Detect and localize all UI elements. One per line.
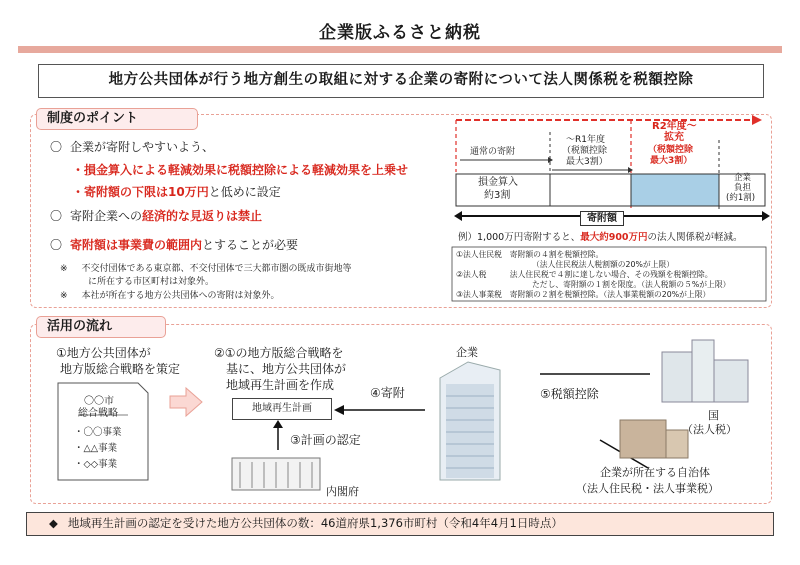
detail-3: ③法人事業税 寄附額の２割を税額控除。（法人事業税額の20%が上限） xyxy=(456,290,711,299)
footer-bar xyxy=(26,512,774,536)
point-1b-rest: と低めに設定 xyxy=(208,185,281,199)
r1-label: ～R1年度 xyxy=(566,135,605,145)
flow-tab: 活用の流れ xyxy=(36,316,166,338)
step-2a: ②①の地方版総合戦略を xyxy=(214,346,344,360)
step-3: ③計画の認定 xyxy=(290,433,361,447)
cabinet-office-label: 内閣府 xyxy=(326,485,359,498)
r1-sub2: 最大3割） xyxy=(566,157,608,167)
r1-sub1: （税額控除 xyxy=(562,146,608,156)
step-1a: ①地方公共団体が xyxy=(56,346,151,360)
point-3-red: 寄附額は事業費の範囲内 xyxy=(70,238,203,252)
step-1b: 地方版総合戦略を策定 xyxy=(60,362,181,376)
note-2-text: 本社が所在する地方公共団体への寄附は対象外。 xyxy=(81,291,280,301)
local-gov-label-1: 企業が所在する自治体 xyxy=(600,466,710,479)
burden-label-3: (約1割) xyxy=(726,193,756,203)
strategy-doc-title: 総合戦略 xyxy=(78,408,118,419)
loss-label-1: 損金算入 xyxy=(478,177,518,188)
normal-donation-label: 通常の寄附 xyxy=(470,147,516,157)
burden-label-1: 企業 xyxy=(734,173,752,183)
point-bullet: 〇 xyxy=(50,209,63,223)
detail-1b: （法人住民税法人税割額の20%が上限） xyxy=(532,260,675,269)
step-4: ④寄附 xyxy=(370,386,405,400)
point-bullet: 〇 xyxy=(50,140,63,154)
point-2-pre: 寄附企業への xyxy=(70,209,143,223)
r2-sub1: （税額控除 xyxy=(648,145,694,155)
footer-bullet: ◆ xyxy=(49,516,58,530)
detail-2a: ②法人税 法人住民税で４割に達しない場合、その残額を税額控除。 xyxy=(456,270,713,279)
points-tab: 制度のポイント xyxy=(36,108,198,130)
step-2c: 地域再生計画を作成 xyxy=(226,378,335,392)
strategy-doc-item-2: ・△△事業 xyxy=(74,443,118,454)
note-1b: に所在する市区町村は対象外。 xyxy=(88,277,215,287)
regional-plan-box: 地域再生計画 xyxy=(232,398,332,420)
strategy-doc-item-3: ・◇◇事業 xyxy=(74,459,118,470)
detail-2b: ただし、寄附額の１割を限度。（法人税額の５%が上限） xyxy=(532,280,731,289)
country-label-1: 国 xyxy=(708,409,719,422)
point-1b-red: ・寄附額の下限は10万円 xyxy=(72,185,209,199)
example-post: の法人関係税が軽減。 xyxy=(647,232,743,243)
point-2-red: 経済的な見返りは禁止 xyxy=(142,209,263,223)
local-gov-label-2: （法人住民税・法人事業税） xyxy=(576,482,719,495)
strategy-doc-item-1: ・〇〇事業 xyxy=(74,427,122,438)
step-2b: 基に、地方公共団体が xyxy=(226,362,347,376)
example-pre: 例）1,000万円寄附すると、 xyxy=(458,232,581,243)
r2-sub2: 最大3割） xyxy=(650,156,693,166)
note-1a-text: 不交付団体である東京都、不交付団体で三大都市圏の既成市街地等 xyxy=(81,264,352,274)
point-3-rest: とすることが必要 xyxy=(202,238,299,252)
note-mark: ※ xyxy=(60,264,68,274)
point-1a: ・損金算入による軽減効果に税額控除による軽減効果を上乗せ xyxy=(72,163,409,177)
company-label: 企業 xyxy=(456,346,478,359)
point-bullet: 〇 xyxy=(50,238,63,252)
subtitle: 地方公共団体が行う地方創生の取組に対する企業の寄附について法人関係税を税額控除 xyxy=(38,64,764,98)
burden-label-2: 負担 xyxy=(734,183,752,193)
page-title: 企業版ふるさと納税 xyxy=(319,23,481,43)
point-1-text: 企業が寄附しやすいよう、 xyxy=(70,140,215,154)
r2-label2: 拡充 xyxy=(664,132,684,143)
detail-1a: ①法人住民税 寄附額の４割を税額控除。 xyxy=(456,250,604,259)
country-label-2: （法人税） xyxy=(682,423,737,436)
example-red: 最大約900万円 xyxy=(580,232,648,243)
step-5: ⑤税額控除 xyxy=(540,387,599,401)
note-mark: ※ xyxy=(60,291,68,301)
r2-label: R2年度～ xyxy=(652,121,697,132)
strategy-doc-city: 〇〇市 xyxy=(84,396,114,407)
loss-label-2: 約3割 xyxy=(484,190,511,201)
donation-amount-label: 寄附額 xyxy=(580,211,624,226)
footer-text: 地域再生計画の認定を受けた地方公共団体の数：46道府県1,376市町村（令和4年4月1日時点） xyxy=(67,516,563,530)
